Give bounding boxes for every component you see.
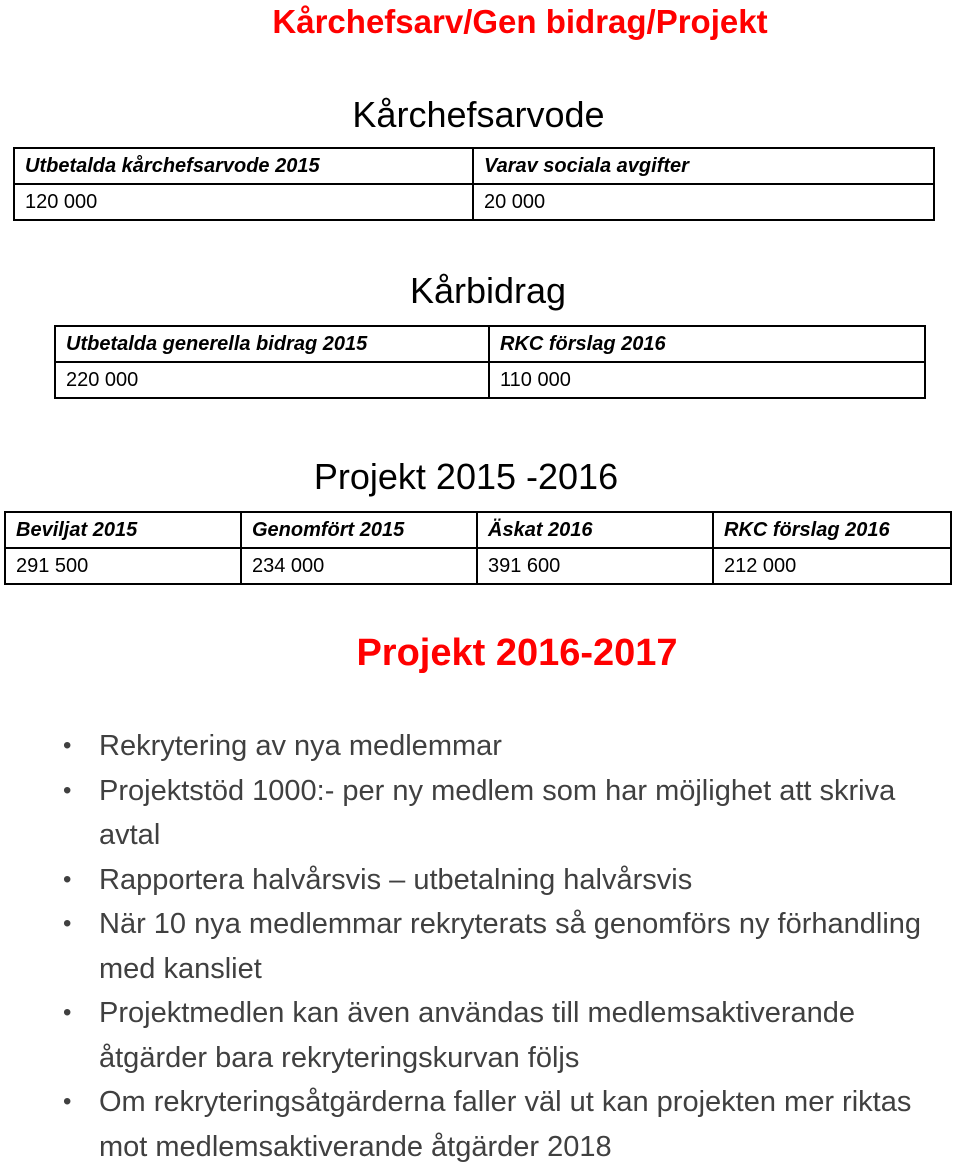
table-cell: 110 000: [489, 362, 925, 398]
list-item-text: När 10 nya medlemmar rekryterats så genomförs ny förhandling med kansliet: [99, 908, 922, 985]
table-header-row: [55, 326, 925, 362]
page-title: Kårchefsarv/Gen bidrag/Projekt: [272, 3, 768, 40]
section-title-karchefsarvode: Kårchefsarvode: [352, 94, 605, 135]
section-title-karbidrag: Kårbidrag: [409, 270, 567, 311]
table-cell: 234 000: [241, 548, 477, 584]
list-item: [0, 902, 960, 991]
table-cell: 220 000: [55, 362, 489, 398]
list-item-text: Rekrytering av nya medlemmar: [99, 730, 502, 762]
karchefsarvode-table: [13, 147, 935, 221]
list-item-text: Rapportera halvårsvis – utbetalning halvårsvis: [99, 863, 693, 896]
list-item: [0, 1080, 960, 1169]
table-row: [5, 548, 951, 584]
table-header-cell: Beviljat 2015: [5, 512, 241, 548]
karbidrag-table: [54, 325, 926, 399]
table-header-cell: Utbetalda generella bidrag 2015: [55, 326, 489, 362]
table-header-cell: Genomfört 2015: [241, 512, 477, 548]
list-item-text: Om rekryteringsåtgärderna faller väl ut kan projekten mer riktas mot medlemsaktiverande åtgärder 2018: [99, 1086, 912, 1163]
section-title-projekt-2015-2016: Projekt 2015 -2016: [313, 456, 619, 497]
table-header-cell: Utbetalda kårchefsarvode 2015: [14, 148, 473, 184]
table-header-cell: RKC förslag 2016: [489, 326, 925, 362]
table-header-row: [14, 148, 934, 184]
table-row: [14, 184, 934, 220]
bullet-icon: •: [63, 999, 72, 1026]
list-item: [0, 724, 960, 769]
table-cell: 20 000: [473, 184, 934, 220]
table-cell: 391 600: [477, 548, 713, 584]
bullet-icon: •: [63, 865, 72, 893]
list-item: [0, 858, 960, 903]
table-cell: 212 000: [713, 548, 951, 584]
projekt-2016-2017-heading: Projekt 2016-2017: [356, 632, 678, 674]
table-header-cell: RKC förslag 2016: [713, 512, 951, 548]
list-item: [0, 991, 960, 1080]
table-cell: 291 500: [5, 548, 241, 584]
list-item-text: Projektmedlen kan även användas till medlemsaktiverande åtgärder bara rekryteringskurvan följs: [99, 997, 856, 1074]
table-header-cell: Äskat 2016: [477, 512, 713, 548]
projekt-2015-2016-table: [4, 511, 952, 585]
bullet-icon: •: [63, 910, 72, 937]
table-header-cell: Varav sociala avgifter: [473, 148, 934, 184]
table-header-row: [5, 512, 951, 548]
bullet-icon: •: [63, 1088, 72, 1115]
bullet-list: [0, 724, 960, 1169]
bullet-icon: •: [63, 776, 72, 804]
list-item-text: Projektstöd 1000:- per ny medlem som har möjlighet att skriva avtal: [99, 774, 896, 851]
table-cell: 120 000: [14, 184, 473, 220]
table-row: [55, 362, 925, 398]
list-item: [0, 769, 960, 858]
bullet-icon: •: [63, 732, 72, 759]
